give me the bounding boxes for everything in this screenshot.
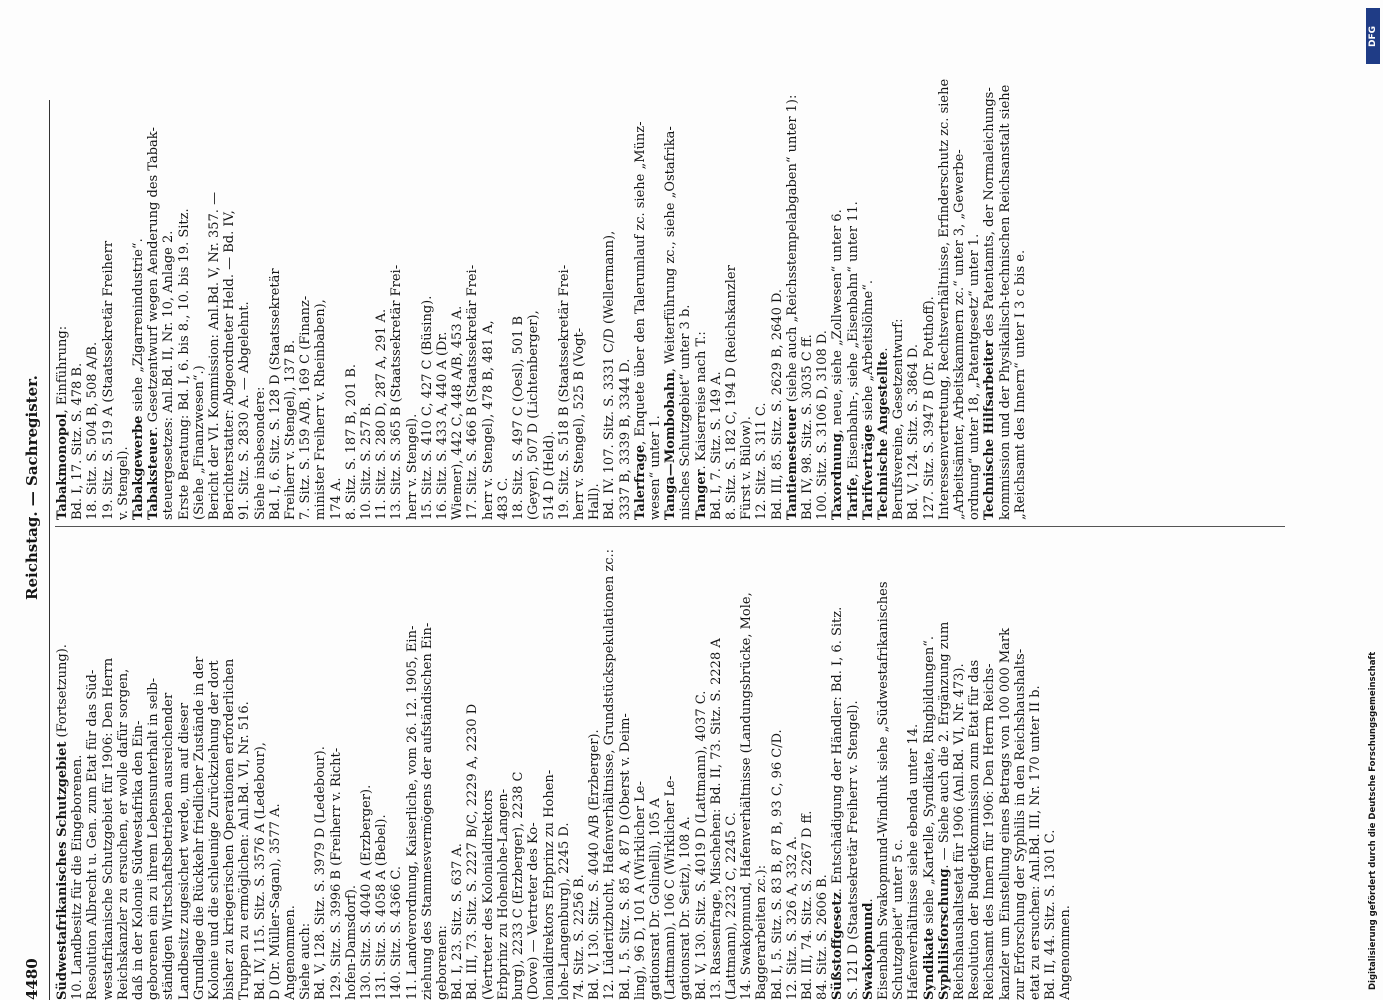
index-line: 8. Sitz. S. 182 C, 194 D (Reichskanzler — [723, 265, 739, 520]
index-line: Hafenverhältnisse siehe ebenda unter 14. — [906, 723, 922, 1000]
index-line: 514 D (Held). — [541, 430, 557, 520]
index-line: Bd. IV, 98. Sitz. S. 3035 C ff. — [799, 334, 815, 520]
index-line: minister Freiherr v. Rheinbaben), — [313, 299, 329, 520]
index-line: geborenen: — [435, 925, 451, 1000]
index-line: daß in der Kolonie Südwestafrika den Ein- — [131, 720, 147, 1000]
entry-headword: Tanga—Mombobahn — [663, 372, 679, 520]
index-line: steuergesetzes: Anl.Bd. II, Nr. 10, Anlage 2. — [161, 230, 177, 520]
index-line: 13. Sitz. S. 365 B (Staatssekretär Frei- — [389, 264, 405, 520]
index-line: 8. Sitz. S. 187 B, 201 B. — [343, 363, 359, 520]
index-line: westafrikanische Schutzgebiet für 1906: Den Herrn — [100, 657, 116, 1000]
dfg-logo: DFG — [1366, 8, 1380, 64]
entry-headword: Technische Hilfsarbeiter — [982, 340, 998, 520]
entry-headword: Tarifverträge — [860, 424, 876, 520]
entry-headword: Süßstoffgesetz — [830, 892, 846, 1000]
index-line: Tarifverträge siehe „Arbeitslöhne“. — [860, 279, 876, 520]
index-line: 74. Sitz. S. 2256 B. — [571, 874, 587, 1000]
index-line: 16. Sitz. S. 433 A, 440 A (Dr. — [435, 331, 451, 520]
index-line: Schutzgebiet“ unter 5 c. — [891, 838, 907, 1000]
entry-headword: Tanger — [693, 469, 709, 520]
index-line: nisches Schutzgebiet“ unter 3 b. — [678, 304, 694, 520]
index-line: Siehe auch: — [298, 922, 314, 1000]
index-line: Erste Beratung: Bd. I, 6. bis 8., 10. bis 19. Sitz. — [176, 208, 192, 520]
index-line: lohe-Langenburg), 2245 D. — [556, 822, 572, 1000]
entry-headword: Tantiemesteuer — [784, 406, 800, 520]
index-line: 10. Landbesitz für die Eingeborenen. — [70, 754, 86, 1000]
entry-headword: Tarife — [845, 477, 861, 520]
index-line: (Dove) — Vertreter des Ko- — [526, 822, 542, 1000]
index-line: Bd. I, 17. Sitz. S. 478 B. — [70, 362, 86, 520]
index-line: Truppen zu ermöglichen: Anl.Bd. VI, Nr. 516. — [237, 701, 253, 1000]
entry-headword: Syndikate — [921, 927, 937, 1000]
index-line: „Arbeitsämter, Arbeitskammern zc.“ unter 3, „Gewerbe- — [951, 149, 967, 520]
index-line: Swakopmund. — [860, 898, 876, 1000]
index-line: 483 C. — [495, 477, 511, 520]
index-line: S. 121 D (Staatssekretär Freiherr v. Stengel). — [845, 700, 861, 1000]
index-line: (Lattmann), 106 C (Wirklicher Le- — [663, 775, 679, 1000]
index-line: Reichshaushaltsetat für 1906 (Anl.Bd. VI, Nr. 473). — [951, 663, 967, 1000]
index-line: Technische Angestellte. — [875, 347, 891, 520]
index-line: Bd. III, 85. Sitz. S. 2629 B, 2640 D. — [769, 288, 785, 520]
index-line: Bd. IV. 107. Sitz. S. 3331 C/D (Wellermann), — [602, 230, 618, 520]
index-line: (Lattmann), 2232 C, 2245 C. — [723, 812, 739, 1000]
index-line: 10. Sitz. S. 257 B. — [359, 402, 375, 520]
index-line: Berufsvereine, Gesetzentwurf: — [891, 318, 907, 520]
entry-headword: Südwestafrikanisches Schutzgebiet — [55, 741, 70, 1000]
index-line: 84. Sitz. S. 2606 B. — [815, 874, 831, 1000]
digitization-note: Digitalisierung gefördert durch die Deutsche Forschungsgemeinschaft — [1368, 651, 1378, 990]
index-line: 13. Rassenfrage, Mischehen: Bd. II, 73. Sitz. S. 2228 A — [708, 638, 724, 1000]
index-line: Südwestafrikanisches Schutzgebiet (Fortsetzung). — [55, 644, 70, 1000]
index-line: Bd. V, 128. Sitz. S. 3979 D (Ledebour). — [313, 746, 329, 1000]
index-line: Tabaksteuer. Gesetzentwurf wegen Aenderung des Tabak- — [146, 127, 162, 520]
index-line: Baggerarbeiten zc.): — [754, 864, 770, 1000]
index-line: 3337 B, 3339 B, 3344 D. — [617, 358, 633, 520]
index-line: herr v. Stengel). — [404, 413, 420, 520]
index-line: zur Erforschung der Syphilis in den Reichshaushalts- — [1012, 648, 1028, 1000]
index-line: herr v. Stengel), 478 B, 481 A, — [480, 320, 496, 520]
right-column — [55, 50, 1028, 520]
index-line: 100. Sitz. S. 3106 D, 3108 D. — [815, 330, 831, 520]
index-line: Bd. V, 130. Sitz. S. 4040 A/B (Erzberger). — [587, 729, 603, 1000]
index-line: geborenen ein zu ihrem Lebensunterhalt in selb- — [146, 677, 162, 1000]
index-line: Talerfrage, Enquete über den Talerumlauf zc. siehe „Münz- — [632, 121, 648, 520]
index-line: Tanga—Mombobahn, Weiterführung zc., siehe „Ostafrika- — [663, 126, 679, 520]
index-line: Eisenbahn Swakopmund-Windhuk siehe „Südwestafrikanisches — [875, 581, 891, 1000]
index-line: ling), 96 D, 101 A (Wirklicher Le- — [632, 781, 648, 1000]
index-line: Tabakmonopol, Einführung: — [55, 325, 70, 520]
header-rule — [49, 100, 50, 1000]
index-line: 12. Lüderitzbucht, Hafenverhältnisse, Grundstückspekulationen zc.: — [602, 548, 618, 1000]
index-line: Bericht der VI. Kommission: Anl.Bd. V, Nr. 357. — — [207, 191, 223, 520]
index-line: Kolonie und die schleunige Zurückziehung der dort — [207, 660, 223, 1000]
index-line: hofen-Damsdorf). — [343, 884, 359, 1000]
index-line: kommission und der Physikalisch-technischen Reichsanstalt siehe — [997, 84, 1013, 520]
index-line: Bd. I, 7. Sitz. S. 149 A. — [708, 371, 724, 520]
index-line: Resolution der Budgetkommission zum Etat für das — [967, 659, 983, 1000]
index-line: Tantiemesteuer (siehe auch „Reichsstempelabgaben“ unter 1): — [784, 94, 800, 520]
index-line: 18. Sitz. S. 497 C (Oesl), 501 B — [511, 315, 527, 520]
index-line: Freiherr v. Stengel), 137 B. — [283, 339, 299, 520]
index-line: 174 A. — [328, 477, 344, 520]
index-line: Reichskanzler zu ersuchen, er wolle dafür sorgen, — [115, 668, 131, 1000]
index-line: 129. Sitz. S. 3996 B (Freiherr v. Richt- — [328, 747, 344, 1000]
index-line: kanzler um Einstellung eines Betrags von 100 000 Mark — [997, 627, 1013, 1000]
index-line: „Reichsamt des Innern“ unter I 3 c bis e. — [1012, 249, 1028, 520]
index-line: Hall). — [587, 483, 603, 520]
index-line: ordnung“ unter 18, „Patentgesetz“ unter 1. — [967, 233, 983, 520]
index-line: (Vertreter des Kolonialdirektors — [480, 789, 496, 1000]
index-line: 11. Landverordnung, Kaiserliche, vom 26. 12. 1905, Ein- — [404, 625, 420, 1000]
entry-headword: Tabakgewerbe — [131, 415, 147, 520]
index-line: wesen“ unter 1. — [647, 415, 663, 520]
entry-headword: Syphilisforschung — [936, 868, 952, 1000]
rotated-page-content — [23, 40, 1335, 1000]
index-line: Bd. I, 23. Sitz. S. 637 A. — [450, 843, 466, 1000]
index-line: 127. Sitz. S. 3947 B (Dr. Potthoff). — [921, 296, 937, 520]
index-line: Grundlage die Rückkehr friedlicher Zustände in der — [191, 656, 207, 1000]
index-line: Süßstoffgesetz. Entschädigung der Händler: Bd. I, 6. Sitz. — [830, 606, 846, 1000]
index-line: herr v. Stengel), 525 B (Vogt- — [571, 327, 587, 520]
running-head — [23, 100, 43, 1000]
index-line: 19. Sitz. S. 519 A (Staatssekretär Freiherr — [100, 240, 116, 520]
column-divider — [55, 526, 1285, 527]
index-line: Wiemer), 442 C, 448 A/B, 453 A. — [450, 305, 466, 520]
index-line: etat zu ersuchen: Anl.Bd. III, Nr. 170 unter II b. — [1028, 685, 1043, 1000]
index-line: (Geyer), 507 D (Lichtenberger), — [526, 310, 542, 520]
index-line: 17. Sitz. S. 466 B (Staatssekretär Frei- — [465, 264, 481, 520]
index-line: Berichterstatter: Abgeordneter Held. — Bd. IV, — [222, 210, 238, 520]
index-line: Siehe insbesondere: — [252, 386, 268, 520]
running-title: Reichstag. — Sachregister. — [23, 375, 41, 600]
index-line: Syphilisforschung. — Siehe auch die 2. Ergänzung zum — [936, 621, 952, 1000]
entry-headword: Tabakmonopol — [55, 413, 70, 520]
index-line: Bd. III, 73. Sitz. S. 2227 B/C, 2229 A, 2230 D — [465, 703, 481, 1000]
index-line: Taxordnung, neue, siehe „Zollwesen“ unter 6. — [830, 209, 846, 520]
index-line: 130. Sitz. S. 4040 A (Erzberger). — [359, 784, 375, 1000]
index-line: Tabakgewerbe siehe „Zigarrenindustrie“. — [131, 238, 147, 520]
index-line: 12. Sitz. S. 326 A, 332 A. — [784, 836, 800, 1000]
index-line: 140. Sitz. S. 4366 C. — [389, 865, 405, 1000]
index-line: 7. Sitz. S. 159 A/B, 169 C (Finanz- — [298, 295, 314, 520]
index-line: lonialdirektors Erbprinz zu Hohen- — [541, 769, 557, 1000]
index-line: Bd. I, 5. Sitz. S. 83 B, 87 B, 93 C, 96 C/D. — [769, 729, 785, 1000]
index-line: Reichsamt des Innern für 1906: Den Herrn Reichs- — [982, 663, 998, 1000]
index-line: D (Dr. Müller-Sagan), 3577 A. — [267, 803, 283, 1000]
index-line: gationsrat Dr. Seitz), 108 A. — [678, 816, 694, 1000]
index-line: 11. Sitz. S. 280 D, 287 A, 291 A. — [374, 308, 390, 520]
index-line: Bd. I, 6. Sitz. S. 128 D (Staatssekretär — [267, 268, 283, 520]
index-line: 14. Swakopmund, Hafenverhältnisse (Landungsbrücke, Mole, — [739, 592, 755, 1000]
left-column — [55, 530, 1074, 1000]
index-line: Angenommen. — [1058, 905, 1074, 1000]
index-line: bisher zu kriegerischen Operationen erforderlichen — [222, 658, 238, 1000]
index-line: Bd. II, 44. Sitz. S. 1301 C. — [1043, 829, 1059, 1000]
index-line: ständigen Wirtschaftsbetrieben ausreichender — [161, 692, 177, 1000]
index-line: Bd. III, 74. Sitz. S. 2267 D ff. — [799, 810, 815, 1000]
index-line: Resolution Albrecht u. Gen. zum Etat für das Süd- — [85, 669, 101, 1000]
index-line: Landbesitz zugesichert werde, um auf dieser — [176, 702, 192, 1000]
page-number: 4480 — [23, 958, 41, 1000]
index-line: Bd. I, 5. Sitz. S. 85 A, 87 D (Oberst v. Deim- — [617, 713, 633, 1000]
index-line: burg), 2233 C (Erzberger), 2238 C — [511, 771, 527, 1000]
index-line: Syndikate siehe „Kartelle, Syndikate, Ringbildungen“. — [921, 635, 937, 1000]
entry-headword: Technische Angestellte — [875, 351, 891, 520]
index-line: Fürst v. Bülow). — [739, 416, 755, 520]
index-line: 91. Sitz. S. 2830 A. — Abgelehnt. — [237, 301, 253, 520]
index-line: 19. Sitz. S. 518 B (Staatssekretär Frei- — [556, 264, 572, 520]
entry-headword: Talerfrage — [632, 444, 648, 520]
index-line: v. Stengel). — [115, 446, 131, 520]
entry-headword: Taxordnung — [830, 433, 846, 520]
index-line: Tarife, Eisenbahn-, siehe „Eisenbahn“ unter 11. — [845, 201, 861, 520]
index-line: (Siehe „Finanzwesen“.) — [191, 365, 207, 520]
index-line: Bd. V, 130. Sitz. S. 4019 D (Lattmann), 4037 C. — [693, 690, 709, 1000]
index-line: Technische Hilfsarbeiter des Patentamts, der Normaleichungs- — [982, 87, 998, 520]
index-line: 131. Sitz. S. 4058 A (Bebel). — [374, 814, 390, 1000]
index-line: gationsrat Dr. Golinelli), 105 A — [647, 798, 663, 1000]
index-line: Bd. V, 124. Sitz. S. 3864 D. — [906, 343, 922, 520]
index-line: 18. Sitz. S. 504 B, 508 A/B. — [85, 341, 101, 520]
index-line: 12. Sitz. S. 311 C. — [754, 402, 770, 520]
index-line: Tanger. Kaiserreise nach T.: — [693, 331, 709, 520]
index-line: 15. Sitz. S. 410 C, 427 C (Büsing). — [419, 295, 435, 520]
entry-headword: Tabaksteuer — [146, 430, 162, 520]
index-line: Interessenvertretung, Rechtsverhältnisse, Erfinderschutz zc. siehe — [936, 78, 952, 520]
index-line: ziehung des Stammesvermögens der aufständischen Ein- — [419, 622, 435, 1000]
index-line: Angenommen. — [283, 905, 299, 1000]
index-line: Erbprinz zu Hohenlohe-Langen- — [495, 788, 511, 1000]
index-line: Bd. IV, 115. Sitz. S. 3576 A (Ledebour), — [252, 742, 268, 1000]
entry-headword: Swakopmund — [860, 902, 876, 1000]
